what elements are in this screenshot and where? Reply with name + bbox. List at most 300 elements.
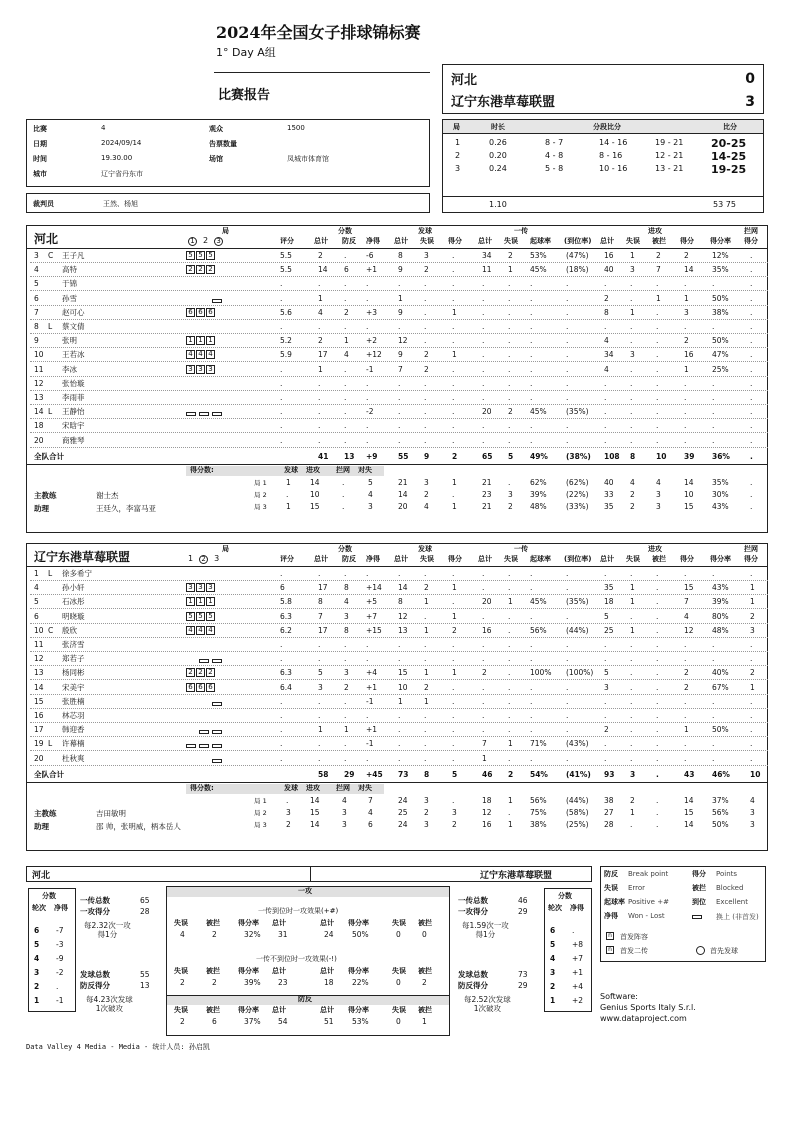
stat-se: 1 xyxy=(424,625,429,635)
stat-st: . xyxy=(398,421,401,431)
sideout-col-header: 得分率 xyxy=(238,1006,259,1014)
stat-at: 35 xyxy=(604,583,614,593)
stat-wl: +7 xyxy=(366,611,378,621)
stat-v: . xyxy=(280,739,283,749)
set-label: 局 3 xyxy=(254,502,267,511)
sideout-value: 54 xyxy=(278,1017,288,1026)
team-total-label: 全队合计 xyxy=(34,769,64,779)
column-header: 总计 xyxy=(394,555,408,563)
position-box: 5 xyxy=(186,612,195,621)
set-ap: 15 xyxy=(684,501,694,511)
legend-key: 被拦 xyxy=(692,884,706,892)
substitution-legend-icon xyxy=(692,915,702,919)
set-ap: 15 xyxy=(684,807,694,817)
stat-ae: . xyxy=(630,378,633,388)
set-block-pts: . xyxy=(342,501,345,511)
stat-re: . xyxy=(508,583,511,593)
stat-ap: 1 xyxy=(684,293,689,303)
sideout-value: 1 xyxy=(422,1017,427,1026)
stat-ae: . xyxy=(630,421,633,431)
set-rt: 12 xyxy=(482,807,492,817)
set-ab: . xyxy=(656,819,659,829)
info-key: 日期 xyxy=(33,140,47,148)
stat-v: 5.5 xyxy=(280,265,292,275)
player-role: C xyxy=(48,251,54,260)
stat-b: . xyxy=(750,393,753,402)
position-box: 6 xyxy=(206,308,215,317)
set-st: 24 xyxy=(398,819,408,829)
position-box: 1 xyxy=(196,336,205,345)
stat-re: . xyxy=(508,435,511,445)
stat-bp: 2 xyxy=(344,307,349,317)
stat-ab: . xyxy=(656,583,659,593)
stat-sp: . xyxy=(452,640,455,649)
substitution-mark xyxy=(212,744,222,748)
stat-se: 3 xyxy=(424,251,429,260)
stat-st: . xyxy=(398,393,401,402)
stat-st: . xyxy=(398,569,401,578)
stat-rexc: . xyxy=(566,569,569,578)
stat-apct: . xyxy=(712,407,715,417)
stat-rpos: . xyxy=(530,364,533,374)
stat-apct: 38% xyxy=(712,307,729,317)
group-header: 分数 xyxy=(338,227,352,235)
column-header: 得分 xyxy=(448,237,462,245)
position-box: 4 xyxy=(186,350,195,359)
player-number: 14 xyxy=(34,682,44,692)
stat-rpos: . xyxy=(530,421,533,431)
sideout-value: 0 xyxy=(396,1017,401,1026)
stat-rt: 34 xyxy=(482,251,492,260)
stat-bp: 1 xyxy=(344,725,349,735)
stat-ae: . xyxy=(630,569,633,578)
break-points-label: 防反得分 xyxy=(80,981,110,990)
stat-ab: . xyxy=(656,378,659,388)
set-apct: 30% xyxy=(712,489,729,499)
column-header: 总计 xyxy=(394,237,408,245)
player-name: 杜秋爽 xyxy=(62,753,85,763)
total-ap: 43 xyxy=(684,769,695,779)
stat-rexc: (47%) xyxy=(566,251,589,260)
stat-bp: 2 xyxy=(344,682,349,692)
substitution-mark xyxy=(212,659,222,663)
total-rpos: 49% xyxy=(530,451,548,461)
start-positions xyxy=(186,583,216,593)
set-label: 局 1 xyxy=(254,478,267,487)
stat-ae: . xyxy=(630,753,633,763)
player-name: 孙雪 xyxy=(62,293,77,303)
net-label: 净得 xyxy=(54,904,68,912)
team-total-label: 全队合计 xyxy=(34,451,64,461)
reception-total: 65 xyxy=(140,896,150,905)
points-label: 得分数: xyxy=(190,783,214,792)
sideout-col-header: 失误 xyxy=(392,967,406,975)
stat-pt: . xyxy=(318,421,321,431)
stat-apct: . xyxy=(712,322,715,331)
position-box: 1 xyxy=(196,597,205,606)
position-box: 6 xyxy=(186,683,195,692)
stat-pt: 5 xyxy=(318,668,323,678)
position-box: 6 xyxy=(196,308,205,317)
stat-at: . xyxy=(604,407,607,417)
stat-rpos: . xyxy=(530,583,533,593)
stat-se: . xyxy=(424,322,427,331)
stat-se: . xyxy=(424,640,427,649)
set-duration: 0.26 xyxy=(489,138,507,147)
set-rpos: 48% xyxy=(530,501,547,511)
player-name: 孙小轩 xyxy=(62,583,85,593)
stat-rexc: . xyxy=(566,393,569,402)
rotation-number: 4 xyxy=(34,954,40,963)
column-header: 评分 xyxy=(280,555,294,563)
stat-ae: . xyxy=(630,739,633,749)
set-number: 2 xyxy=(455,151,461,160)
stat-rexc: . xyxy=(566,435,569,445)
stat-rt: 1 xyxy=(482,753,487,763)
software-name: Genius Sports Italy S.r.l. xyxy=(600,1003,696,1012)
player-number: 11 xyxy=(34,364,44,374)
set-apct: 56% xyxy=(712,807,729,817)
player-number: 9 xyxy=(34,336,39,346)
player-role: L xyxy=(48,322,53,331)
position-box: 1 xyxy=(186,336,195,345)
stat-re: . xyxy=(508,279,511,289)
stat-ap: 1 xyxy=(684,725,689,735)
set-rt: 21 xyxy=(482,501,492,511)
set-at: 35 xyxy=(604,501,614,511)
set-block-pts: 3 xyxy=(342,807,347,817)
stat-rt: . xyxy=(482,611,485,621)
stat-apct: 39% xyxy=(712,597,729,607)
stat-rpos: 45% xyxy=(530,407,547,417)
stat-st: . xyxy=(398,753,401,763)
stat-wl: -6 xyxy=(366,251,374,260)
stat-v: 5.5 xyxy=(280,251,292,260)
stat-ab: . xyxy=(656,668,659,678)
stat-ap: . xyxy=(684,696,687,706)
set-opp-err: 4 xyxy=(368,807,373,817)
sideout-col-header: 总计 xyxy=(320,919,334,927)
substitution-mark xyxy=(199,744,209,748)
stat-apct: 50% xyxy=(712,293,729,303)
stat-se: 1 xyxy=(424,668,429,678)
stat-rexc: (35%) xyxy=(566,597,589,607)
info-value: 2024/09/14 xyxy=(101,139,142,147)
set-duration: 0.24 xyxy=(489,164,507,173)
sideout-value: 32% xyxy=(244,930,261,939)
stat-b: . xyxy=(750,364,753,374)
position-box: 6 xyxy=(196,683,205,692)
set-ap: 10 xyxy=(684,489,694,499)
stat-re: . xyxy=(508,322,511,331)
break-points-label: 防反得分 xyxy=(458,981,488,990)
stat-pt: . xyxy=(318,378,321,388)
stat-ab: . xyxy=(656,597,659,607)
stat-rt: . xyxy=(482,279,485,289)
sideout-col-header: 被拦 xyxy=(206,919,220,927)
player-number: 16 xyxy=(34,711,44,720)
stat-at: . xyxy=(604,654,607,664)
stat-rexc: (100%) xyxy=(566,668,594,678)
set-block-pts: . xyxy=(342,477,345,487)
player-number: 4 xyxy=(34,265,39,275)
stat-bp: . xyxy=(344,640,347,649)
stat-v: 5.9 xyxy=(280,350,292,360)
sideout-value: 0 xyxy=(396,930,401,939)
set-numbers xyxy=(188,236,229,246)
stat-ae: . xyxy=(630,407,633,417)
points-head: 发球 xyxy=(284,465,298,474)
stat-st: 7 xyxy=(398,364,403,374)
stat-v: . xyxy=(280,393,283,402)
total-wl: +45 xyxy=(366,769,383,779)
coach-name: 吉田敏明 xyxy=(96,808,126,818)
stat-ab: . xyxy=(656,435,659,445)
stat-se: . xyxy=(424,569,427,578)
points-label: 得分数: xyxy=(190,465,214,474)
player-name: 张胜楠 xyxy=(62,696,85,706)
set-opp-err: 4 xyxy=(368,489,373,499)
total-b: 10 xyxy=(750,769,761,779)
stat-at: . xyxy=(604,753,607,763)
set-ae: 4 xyxy=(630,477,635,487)
stat-rpos: 56% xyxy=(530,625,547,635)
set-rt: 23 xyxy=(482,489,492,499)
stat-rpos: . xyxy=(530,322,533,331)
player-number: 12 xyxy=(34,378,44,388)
position-box: 5 xyxy=(206,251,215,260)
stat-v: 5.2 xyxy=(280,336,292,346)
stat-ab: . xyxy=(656,421,659,431)
stat-apct: 80% xyxy=(712,611,729,621)
set-rpos: 39% xyxy=(530,489,547,499)
player-name: 许幕楠 xyxy=(62,739,85,749)
stat-ap: 1 xyxy=(684,364,689,374)
stat-at: . xyxy=(604,393,607,402)
position-box: 4 xyxy=(186,626,195,635)
start-positions xyxy=(186,365,216,375)
set-block: . xyxy=(750,477,753,487)
stat-ap: . xyxy=(684,640,687,649)
stat-se: . xyxy=(424,654,427,664)
serve-total: 73 xyxy=(518,970,528,979)
stat-ab: . xyxy=(656,611,659,621)
player-name: 石冰彤 xyxy=(62,597,85,607)
stat-ae: . xyxy=(630,711,633,720)
stat-rpos: . xyxy=(530,753,533,763)
sideout-col-header: 失误 xyxy=(174,919,188,927)
set-rpos: 75% xyxy=(530,807,547,817)
stat-at: . xyxy=(604,696,607,706)
stat-rt: . xyxy=(482,696,485,706)
info-key: 城市 xyxy=(33,170,47,178)
player-number: 14 xyxy=(34,407,44,417)
set-opp-err: 5 xyxy=(368,477,373,487)
stat-v: 6 xyxy=(280,583,285,593)
stat-v: 6.3 xyxy=(280,668,292,678)
stat-wl: . xyxy=(366,421,369,431)
column-header: (到位率) xyxy=(564,555,592,563)
stat-re: . xyxy=(508,307,511,317)
set-ab: . xyxy=(656,795,659,805)
position-box: 2 xyxy=(206,265,215,274)
stat-b: . xyxy=(750,725,753,735)
stat-ap: . xyxy=(684,569,687,578)
stat-apct: 50% xyxy=(712,336,729,346)
stat-b: . xyxy=(750,350,753,360)
rotation-net: -9 xyxy=(56,954,64,963)
legend-key: 得分 xyxy=(692,870,706,878)
sideout-value: 2 xyxy=(212,930,217,939)
stat-ab: . xyxy=(656,696,659,706)
stat-se: . xyxy=(424,753,427,763)
stat-pt: 1 xyxy=(318,725,323,735)
stat-ae: . xyxy=(630,725,633,735)
info-value: 19.30.00 xyxy=(101,154,133,162)
start-positions xyxy=(186,251,216,261)
stat-pt: . xyxy=(318,640,321,649)
set-attack-pts: 14 xyxy=(310,477,320,487)
stat-b: 3 xyxy=(750,625,755,635)
stat-apct: 67% xyxy=(712,682,729,692)
stat-rpos: . xyxy=(530,378,533,388)
set-re: 2 xyxy=(508,501,513,511)
set-number: 1 xyxy=(188,237,197,246)
set-ae: 1 xyxy=(630,807,635,817)
set-sp: 2 xyxy=(452,819,457,829)
sets-table: 局 时长 分段比分 比分 1 0.26 8 - 7 14 - 16 19 - 21 20-25 2 0.20 4 - 8 8 - 16 12 - 21 14-25 3 0.24 5 - 8 10 - 16 13 - 21 19-25 1.10 53 75 xyxy=(442,119,764,213)
stat-sp: 2 xyxy=(452,625,457,635)
stat-ab: . xyxy=(656,739,659,749)
position-box: 5 xyxy=(196,251,205,260)
set-block: . xyxy=(750,489,753,499)
start-positions xyxy=(186,626,216,636)
day-label: 1° Day A组 xyxy=(216,46,276,59)
stat-sp: 1 xyxy=(452,668,457,678)
stat-rexc: . xyxy=(566,293,569,303)
stat-apct: 43% xyxy=(712,583,729,593)
column-header: 总计 xyxy=(600,237,614,245)
total-pt: 58 xyxy=(318,769,329,779)
total-apct: 36% xyxy=(712,451,730,461)
stat-rt: . xyxy=(482,640,485,649)
stat-sp: . xyxy=(452,393,455,402)
stat-rpos: . xyxy=(530,279,533,289)
report-label: 比赛报告 xyxy=(218,88,271,103)
stat-sp: . xyxy=(452,378,455,388)
stat-sp: 1 xyxy=(452,350,457,360)
sideout-col-header: 失误 xyxy=(174,1006,188,1014)
stat-wl: +12 xyxy=(366,350,382,360)
stat-pt: 2 xyxy=(318,251,323,260)
stat-ae: 3 xyxy=(630,350,635,360)
legend-value: Blocked xyxy=(716,884,744,892)
stat-ab: 2 xyxy=(656,251,661,260)
stat-rt: . xyxy=(482,725,485,735)
stat-ae: . xyxy=(630,336,633,346)
total-b: . xyxy=(750,451,753,461)
stat-pt: . xyxy=(318,279,321,289)
legend-value: Positive +# xyxy=(628,898,669,906)
sideout-col-header: 被拦 xyxy=(418,1006,432,1014)
stat-pt: 17 xyxy=(318,583,328,593)
stat-apct: 35% xyxy=(712,265,729,275)
set-apct: 37% xyxy=(712,795,729,805)
assistant-label: 助理 xyxy=(34,821,49,831)
legend-key: 防反 xyxy=(604,870,618,878)
group-header: 一传 xyxy=(514,227,528,235)
stat-ab: 1 xyxy=(656,293,661,303)
set-serve-pts: 1 xyxy=(286,501,291,511)
stat-pt: . xyxy=(318,407,321,417)
substitution-mark xyxy=(212,759,222,763)
set-number: 3 xyxy=(214,554,220,563)
assistant-names: 王廷久，李富马亚 xyxy=(96,503,156,513)
stat-se: 2 xyxy=(424,583,429,593)
reception-total-label: 一传总数 xyxy=(458,896,488,905)
stat-wl: . xyxy=(366,435,369,445)
stat-apct: 12% xyxy=(712,251,729,260)
info-value: 4 xyxy=(101,124,106,132)
group-header: 一传 xyxy=(514,545,528,553)
stat-at: 4 xyxy=(604,364,609,374)
stat-rpos: 53% xyxy=(530,251,547,260)
set-partial: 5 - 8 xyxy=(545,164,564,173)
starting-setter-icon: n xyxy=(606,946,614,954)
break-ratio: 每4.23次发球 1次破攻 xyxy=(86,995,133,1013)
set-partial: 8 - 7 xyxy=(545,138,564,147)
player-name: 明晓璇 xyxy=(62,611,85,621)
total-ae: 3 xyxy=(630,769,636,779)
stat-rexc: . xyxy=(566,378,569,388)
stat-ab: . xyxy=(656,569,659,578)
set-ae: 2 xyxy=(630,501,635,511)
stat-rt: 11 xyxy=(482,265,492,275)
stat-bp: 3 xyxy=(344,668,349,678)
sideout-value: 2 xyxy=(212,978,217,987)
column-header: 得分率 xyxy=(710,237,731,245)
rotation-net: . xyxy=(572,926,575,935)
points-head: 对失 xyxy=(358,783,372,792)
referee: 王然、杨旭 xyxy=(103,200,138,208)
stat-b: . xyxy=(750,421,753,431)
set-number: 1 xyxy=(188,554,194,563)
start-positions xyxy=(186,597,216,607)
column-header: 起球率 xyxy=(530,555,551,563)
rotation-net: +2 xyxy=(572,996,584,1005)
sideout-sub2: 一传不到位时一攻效果(-!) xyxy=(256,955,337,963)
set-score: 20-25 xyxy=(711,137,747,150)
set-re: 3 xyxy=(508,489,513,499)
sideout-col-header: 得分率 xyxy=(348,967,369,975)
stat-rexc: . xyxy=(566,611,569,621)
stat-rpos: . xyxy=(530,654,533,664)
total-sp: 5 xyxy=(452,769,458,779)
stat-at: . xyxy=(604,435,607,445)
stat-ab: . xyxy=(656,625,659,635)
stat-at: . xyxy=(604,322,607,331)
rotation-net: +1 xyxy=(572,968,584,977)
stat-apct: . xyxy=(712,279,715,289)
player-number: 4 xyxy=(34,583,39,593)
sideout-value: 53% xyxy=(352,1017,369,1026)
stat-apct: . xyxy=(712,739,715,749)
stat-rt: . xyxy=(482,378,485,388)
stat-apct: 40% xyxy=(712,668,729,678)
starting-lineup-icon: n xyxy=(606,932,614,940)
position-box: 3 xyxy=(206,365,215,374)
player-role: L xyxy=(48,407,53,417)
